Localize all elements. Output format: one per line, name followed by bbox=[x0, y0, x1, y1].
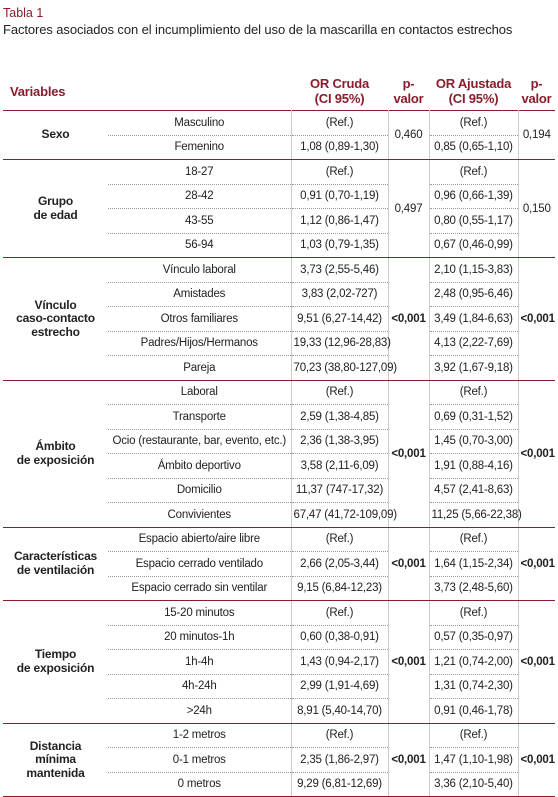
or-cruda-cell: 2,66 (2,05-3,44) bbox=[291, 552, 388, 577]
or-cruda-cell: 19,33 (12,96-28,83) bbox=[291, 331, 388, 356]
category-cell: Transporte bbox=[108, 405, 291, 430]
table-row bbox=[3, 160, 555, 185]
category-cell: Otros familiares bbox=[108, 307, 291, 332]
p-valor-cell: 0,497 bbox=[388, 160, 429, 258]
or-cruda-cell: 1,08 (0,89-1,30) bbox=[291, 135, 388, 160]
group-label-line: mantenida bbox=[26, 765, 85, 780]
or-cruda-cell: (Ref.) bbox=[291, 111, 388, 136]
category-cell: Espacio cerrado sin ventilar bbox=[108, 576, 291, 601]
or-ajustada-cell: 0,67 (0,46-0,99) bbox=[429, 233, 518, 258]
category-cell: Espacio abierto/aire libre bbox=[108, 527, 291, 552]
header-p-valor-ajustado: p-valor bbox=[521, 76, 552, 106]
or-ajustada-cell: 0,80 (0,55-1,17) bbox=[429, 209, 518, 234]
group-label-line: Grupo bbox=[38, 194, 73, 208]
or-ajustada-cell: 3,49 (1,84-6,63) bbox=[429, 307, 518, 332]
or-cruda-cell: 3,73 (2,55-5,46) bbox=[291, 258, 388, 283]
category-cell: 18-27 bbox=[108, 160, 291, 185]
group-label-line: Distancia bbox=[29, 738, 82, 753]
or-ajustada-cell: (Ref.) bbox=[429, 380, 518, 405]
group-label bbox=[3, 723, 108, 797]
group-label-line: Sexo bbox=[41, 127, 70, 142]
or-cruda-cell: 1,43 (0,94-2,17) bbox=[291, 650, 388, 675]
table-row bbox=[3, 111, 555, 136]
table-row bbox=[3, 723, 555, 748]
category-cell: Vínculo laboral bbox=[108, 258, 291, 283]
category-cell: Espacio cerrado ventilado bbox=[108, 552, 291, 577]
or-cruda-cell: (Ref.) bbox=[291, 380, 388, 405]
or-ajustada-cell: (Ref.) bbox=[429, 723, 518, 748]
or-ajustada-cell: (Ref.) bbox=[429, 601, 518, 626]
category-cell: Convivientes bbox=[108, 503, 291, 528]
category-cell: Padres/Hijos/Hermanos bbox=[108, 331, 291, 356]
category-cell: 15-20 minutos bbox=[108, 601, 291, 626]
or-cruda-cell: 0,91 (0,70-1,19) bbox=[291, 184, 388, 209]
category-cell: >24h bbox=[108, 699, 291, 724]
or-cruda-cell: 3,83 (2,02-727) bbox=[291, 282, 388, 307]
or-cruda-cell: 2,99 (1,91-4,69) bbox=[291, 674, 388, 699]
category-cell: Masculino bbox=[108, 111, 291, 136]
group-label bbox=[3, 258, 108, 381]
p-valor-ajustado-cell: 0,150 bbox=[518, 160, 555, 258]
or-ajustada-cell: 0,96 (0,66-1,39) bbox=[429, 184, 518, 209]
table-row bbox=[3, 380, 555, 405]
or-cruda-cell: (Ref.) bbox=[291, 527, 388, 552]
header-ci-ajustada: (CI 95%) bbox=[448, 91, 499, 106]
or-ajustada-cell: 0,85 (0,65-1,10) bbox=[429, 135, 518, 160]
table-header-row bbox=[3, 72, 555, 111]
category-cell: 0 metros bbox=[108, 772, 291, 797]
or-ajustada-cell: 11,25 (5,66-22,38) bbox=[429, 503, 518, 528]
group-label-line: Características bbox=[13, 549, 98, 564]
or-ajustada-cell: 3,36 (2,10-5,40) bbox=[429, 772, 518, 797]
category-cell: Ámbito deportivo bbox=[108, 454, 291, 479]
header-variables: Variables bbox=[10, 83, 66, 99]
or-cruda-cell: 9,51 (6,27-14,42) bbox=[291, 307, 388, 332]
category-cell: Amistades bbox=[108, 282, 291, 307]
category-cell: 0-1 metros bbox=[108, 748, 291, 773]
group-label-line: de exposición bbox=[16, 660, 95, 675]
category-cell: 28-42 bbox=[108, 184, 291, 209]
p-valor-cell: <0,001 bbox=[388, 601, 429, 724]
or-ajustada-cell: (Ref.) bbox=[429, 111, 518, 136]
header-or-ajustada-label: OR Ajustada bbox=[435, 76, 512, 91]
group-label-line: estrecho bbox=[31, 324, 80, 339]
header-or-cruda bbox=[291, 72, 388, 111]
or-cruda-cell: 1,03 (0,79-1,35) bbox=[291, 233, 388, 258]
or-ajustada-cell: 1,45 (0,70-3,00) bbox=[429, 429, 518, 454]
table-row bbox=[3, 527, 555, 552]
or-cruda-cell: (Ref.) bbox=[291, 160, 388, 185]
header-or-cruda-label: OR Cruda bbox=[309, 76, 370, 91]
p-valor-ajustado-cell: <0,001 bbox=[518, 380, 555, 527]
or-ajustada-cell: (Ref.) bbox=[429, 160, 518, 185]
header-or-ajustada bbox=[429, 72, 518, 111]
p-valor-cell: 0,460 bbox=[388, 111, 429, 160]
group-label bbox=[3, 111, 108, 160]
or-ajustada-cell: 1,31 (0,74-2,30) bbox=[429, 674, 518, 699]
or-cruda-cell: (Ref.) bbox=[291, 601, 388, 626]
or-ajustada-cell: 4,57 (2,41-8,63) bbox=[429, 478, 518, 503]
or-cruda-cell: 3,58 (2,11-6,09) bbox=[291, 454, 388, 479]
p-valor-cell: <0,001 bbox=[388, 527, 429, 601]
category-cell: 1h-4h bbox=[108, 650, 291, 675]
p-valor-ajustado-cell: <0,001 bbox=[518, 258, 555, 381]
group-label bbox=[3, 527, 108, 601]
group-label-line: de ventilación bbox=[16, 562, 95, 577]
or-ajustada-cell: 4,13 (2,22-7,69) bbox=[429, 331, 518, 356]
category-cell: Ocio (restaurante, bar, evento, etc.) bbox=[108, 429, 291, 454]
p-valor-ajustado-cell: <0,001 bbox=[518, 527, 555, 601]
p-valor-cell: <0,001 bbox=[388, 258, 429, 381]
group-label bbox=[3, 160, 108, 258]
or-ajustada-cell: 0,91 (0,46-1,78) bbox=[429, 699, 518, 724]
group-label-line: de exposición bbox=[16, 452, 95, 467]
or-cruda-cell: 0,60 (0,38-0,91) bbox=[291, 625, 388, 650]
or-ajustada-cell: 0,69 (0,31-1,52) bbox=[429, 405, 518, 430]
or-cruda-cell: 67,47 (41,72-109,09) bbox=[291, 503, 388, 528]
table-caption: Factores asociados con el incumplimiento del uso de la mascarilla en contactos estrechos bbox=[3, 22, 513, 37]
group-label bbox=[3, 380, 108, 527]
table-body bbox=[3, 111, 555, 797]
or-ajustada-cell: 2,48 (0,95-6,46) bbox=[429, 282, 518, 307]
group-label-line: de edad bbox=[33, 207, 78, 222]
or-ajustada-cell: 1,91 (0,88-4,16) bbox=[429, 454, 518, 479]
results-table bbox=[3, 72, 555, 797]
group-label-line: Vínculo bbox=[34, 297, 77, 312]
category-cell: 20 minutos-1h bbox=[108, 625, 291, 650]
category-cell: 1-2 metros bbox=[108, 723, 291, 748]
or-cruda-cell: 9,29 (6,81-12,69) bbox=[291, 772, 388, 797]
table-row bbox=[3, 258, 555, 283]
or-cruda-cell: 8,91 (5,40-14,70) bbox=[291, 699, 388, 724]
category-cell: Laboral bbox=[108, 380, 291, 405]
category-cell: Pareja bbox=[108, 356, 291, 381]
p-valor-cell: <0,001 bbox=[388, 380, 429, 527]
or-ajustada-cell: 3,73 (2,48-5,60) bbox=[429, 576, 518, 601]
or-cruda-cell: 2,36 (1,38-3,95) bbox=[291, 429, 388, 454]
or-ajustada-cell: 3,92 (1,67-9,18) bbox=[429, 356, 518, 381]
group-label-line: mínima bbox=[35, 752, 76, 766]
or-ajustada-cell: 2,10 (1,15-3,83) bbox=[429, 258, 518, 283]
category-cell: 4h-24h bbox=[108, 674, 291, 699]
category-cell: Domicilio bbox=[108, 478, 291, 503]
or-cruda-cell: 2,59 (1,38-4,85) bbox=[291, 405, 388, 430]
or-cruda-cell: 1,12 (0,86-1,47) bbox=[291, 209, 388, 234]
header-ci-cruda: (CI 95%) bbox=[314, 91, 365, 106]
or-ajustada-cell: 1,64 (1,15-2,34) bbox=[429, 552, 518, 577]
group-label bbox=[3, 601, 108, 724]
or-cruda-cell: (Ref.) bbox=[291, 723, 388, 748]
or-cruda-cell: 2,35 (1,86-2,97) bbox=[291, 748, 388, 773]
category-cell: 56-94 bbox=[108, 233, 291, 258]
group-label-line: Tiempo bbox=[34, 647, 77, 662]
header-p-valor: p-valor bbox=[393, 76, 424, 106]
or-ajustada-cell: 1,21 (0,74-2,00) bbox=[429, 650, 518, 675]
p-valor-ajustado-cell: <0,001 bbox=[518, 601, 555, 724]
p-valor-cell: <0,001 bbox=[388, 723, 429, 797]
category-cell: Femenino bbox=[108, 135, 291, 160]
or-cruda-cell: 9,15 (6,84-12,23) bbox=[291, 576, 388, 601]
or-ajustada-cell: 1,47 (1,10-1,98) bbox=[429, 748, 518, 773]
group-label-line: Ámbito bbox=[35, 439, 76, 453]
table-number: Tabla 1 bbox=[3, 6, 44, 20]
p-valor-ajustado-cell: 0,194 bbox=[518, 111, 555, 160]
or-cruda-cell: 70,23 (38,80-127,09) bbox=[291, 356, 388, 381]
category-cell: 43-55 bbox=[108, 209, 291, 234]
p-valor-ajustado-cell: <0,001 bbox=[518, 723, 555, 797]
or-ajustada-cell: (Ref.) bbox=[429, 527, 518, 552]
group-label-line: caso-contacto bbox=[16, 311, 95, 325]
table-row bbox=[3, 601, 555, 626]
or-ajustada-cell: 0,57 (0,35-0,97) bbox=[429, 625, 518, 650]
or-cruda-cell: 11,37 (747-17,32) bbox=[291, 478, 388, 503]
